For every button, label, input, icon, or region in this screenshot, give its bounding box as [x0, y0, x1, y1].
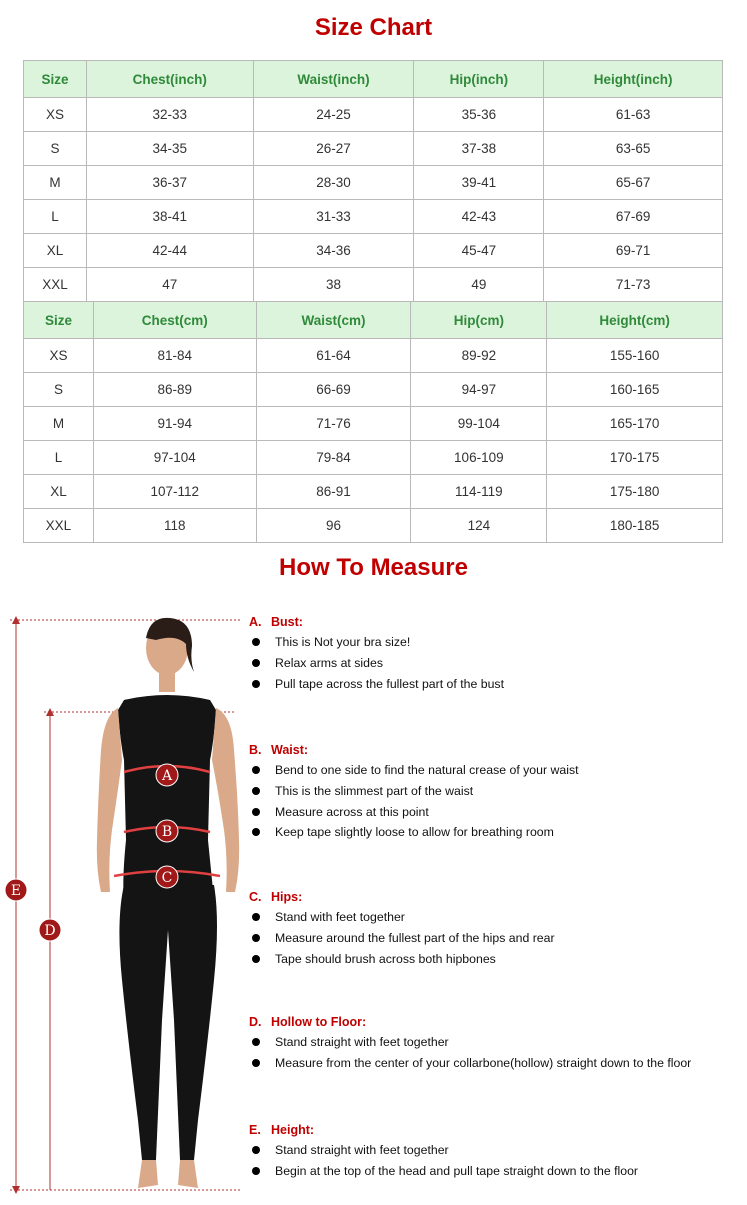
step-title: Hips:: [271, 890, 303, 904]
column-header: Chest(cm): [93, 302, 256, 339]
column-header: Chest(inch): [86, 61, 253, 98]
table-cell: 65-67: [544, 166, 723, 200]
bullet-text: Measure around the fullest part of the hips and rear: [275, 930, 555, 945]
table-row: [24, 373, 723, 407]
bullet-item: [249, 1140, 744, 1161]
table-cell: 36-37: [86, 166, 253, 200]
table-cell: 180-185: [547, 509, 723, 543]
column-header: Hip(cm): [411, 302, 547, 339]
table-cell: 61-64: [256, 339, 411, 373]
bullet-item: [249, 907, 744, 928]
table-cell: 34-35: [86, 132, 253, 166]
size-table-inch: [23, 60, 723, 302]
bullet-text: Measure from the center of your collarbone(hollow) straight down to the floor: [275, 1055, 692, 1070]
step-heading: [249, 1012, 744, 1032]
table-cell: XXL: [24, 268, 87, 302]
table-cell: 66-69: [256, 373, 411, 407]
table-header-row: [24, 61, 723, 98]
step-heading: [249, 740, 744, 760]
table-row: [24, 407, 723, 441]
table-cell: 31-33: [253, 200, 414, 234]
table-cell: M: [24, 166, 87, 200]
measure-step: [249, 612, 744, 694]
table-row: [24, 339, 723, 373]
table-cell: XS: [24, 98, 87, 132]
table-cell: 165-170: [547, 407, 723, 441]
bullet-dot-icon: [252, 659, 260, 667]
table-cell: 47: [86, 268, 253, 302]
bullet-text: This is the slimmest part of the waist: [275, 783, 474, 798]
table-row: [24, 268, 723, 302]
bullet-dot-icon: [252, 934, 260, 942]
table-row: [24, 166, 723, 200]
bullet-text: Pull tape across the fullest part of the bust: [275, 676, 504, 691]
step-letter: B.: [249, 743, 262, 757]
table-cell: 28-30: [253, 166, 414, 200]
bullet-dot-icon: [252, 955, 260, 963]
table-cell: 71-73: [544, 268, 723, 302]
bullet-dot-icon: [252, 638, 260, 646]
table-row: [24, 509, 723, 543]
svg-text:C: C: [161, 870, 173, 886]
bullet-text: Stand with feet together: [275, 910, 405, 924]
bullet-dot-icon: [252, 913, 260, 921]
measure-step: [249, 887, 744, 969]
step-letter: A.: [249, 615, 262, 629]
bullet-item: [249, 1032, 744, 1053]
table-row: [24, 475, 723, 509]
table-cell: XL: [24, 475, 94, 509]
marker-d: [39, 919, 61, 941]
how-to-measure-title: How To Measure: [279, 554, 468, 581]
bullet-dot-icon: [252, 808, 260, 816]
table-cell: 69-71: [544, 234, 723, 268]
bullet-dot-icon: [252, 1038, 260, 1046]
measurement-figure: [0, 600, 245, 1205]
table-cell: 42-43: [414, 200, 544, 234]
marker-e: [5, 879, 27, 901]
table-cell: L: [24, 200, 87, 234]
bullet-text: Bend to one side to find the natural crease of your waist: [275, 763, 579, 777]
bullet-text: Keep tape slightly loose to allow for breathing room: [275, 825, 554, 840]
table-cell: 63-65: [544, 132, 723, 166]
table-cell: 175-180: [547, 475, 723, 509]
table-cell: S: [24, 132, 87, 166]
table-cell: 86-89: [93, 373, 256, 407]
bullet-text: This is Not your bra size!: [275, 635, 411, 649]
table-cell: 26-27: [253, 132, 414, 166]
bullet-item: [249, 653, 744, 674]
step-heading: [249, 887, 744, 907]
svg-text:A: A: [161, 768, 173, 784]
table-cell: 61-63: [544, 98, 723, 132]
bullet-dot-icon: [252, 1167, 260, 1175]
table-cell: XXL: [24, 509, 94, 543]
table-cell: 107-112: [93, 475, 256, 509]
table-cell: 67-69: [544, 200, 723, 234]
table-cell: 49: [414, 268, 544, 302]
bullet-item: [249, 822, 744, 843]
bullet-item: [249, 802, 744, 823]
bullet-dot-icon: [252, 787, 260, 795]
bullet-text: Stand straight with feet together: [275, 1035, 449, 1049]
table-cell: 37-38: [414, 132, 544, 166]
bullet-item: [249, 632, 744, 653]
table-cell: 94-97: [411, 373, 547, 407]
table-cell: 45-47: [414, 234, 544, 268]
table-cell: 160-165: [547, 373, 723, 407]
bullet-dot-icon: [252, 680, 260, 688]
table-cell: 24-25: [253, 98, 414, 132]
table-cell: 89-92: [411, 339, 547, 373]
table-cell: S: [24, 373, 94, 407]
table-cell: 155-160: [547, 339, 723, 373]
bullet-dot-icon: [252, 766, 260, 774]
table-cell: XS: [24, 339, 94, 373]
step-letter: E.: [249, 1123, 261, 1137]
table-cell: 39-41: [414, 166, 544, 200]
size-chart-title: Size Chart: [314, 14, 433, 41]
table-cell: 86-91: [256, 475, 411, 509]
bullet-text: Tape should brush across both hipbones: [275, 951, 496, 966]
column-header: Height(inch): [544, 61, 723, 98]
table-cell: 32-33: [86, 98, 253, 132]
measure-step: [249, 1012, 744, 1074]
marker-a: [156, 764, 178, 786]
model-silhouette: [97, 618, 239, 1188]
table-cell: 91-94: [93, 407, 256, 441]
table-cell: 38: [253, 268, 414, 302]
table-cell: 99-104: [411, 407, 547, 441]
table-cell: 42-44: [86, 234, 253, 268]
column-header: Waist(inch): [253, 61, 414, 98]
column-header: Size: [24, 61, 87, 98]
table-cell: 35-36: [414, 98, 544, 132]
step-heading: [249, 612, 744, 632]
table-cell: L: [24, 441, 94, 475]
table-cell: 114-119: [411, 475, 547, 509]
table-row: [24, 441, 723, 475]
bullet-item: [249, 1053, 744, 1074]
table-cell: 81-84: [93, 339, 256, 373]
table-cell: 38-41: [86, 200, 253, 234]
bullet-text: Relax arms at sides: [275, 655, 383, 670]
table-cell: M: [24, 407, 94, 441]
step-title: Hollow to Floor:: [271, 1015, 367, 1029]
step-letter: C.: [249, 890, 262, 904]
table-cell: 97-104: [93, 441, 256, 475]
table-cell: 124: [411, 509, 547, 543]
svg-text:E: E: [10, 883, 22, 899]
bullet-item: [249, 928, 744, 949]
measure-step: [249, 1120, 744, 1182]
table-cell: 79-84: [256, 441, 411, 475]
svg-text:B: B: [161, 824, 173, 840]
bullet-dot-icon: [252, 1146, 260, 1154]
size-table-cm: [23, 301, 723, 543]
bullet-item: [249, 949, 744, 970]
bullet-item: [249, 1161, 744, 1182]
column-header: Height(cm): [547, 302, 723, 339]
table-cell: 34-36: [253, 234, 414, 268]
table-cell: 106-109: [411, 441, 547, 475]
step-title: Waist:: [271, 743, 309, 757]
marker-b: [156, 820, 178, 842]
bullet-dot-icon: [252, 828, 260, 836]
table-header-row: [24, 302, 723, 339]
table-row: [24, 200, 723, 234]
marker-c: [156, 866, 178, 888]
table-row: [24, 132, 723, 166]
step-letter: D.: [249, 1015, 262, 1029]
bullet-text: Stand straight with feet together: [275, 1143, 449, 1157]
column-header: Waist(cm): [256, 302, 411, 339]
step-title: Height:: [271, 1123, 315, 1137]
table-cell: 118: [93, 509, 256, 543]
bullet-dot-icon: [252, 1059, 260, 1067]
step-title: Bust:: [271, 615, 303, 629]
svg-text:D: D: [44, 923, 56, 939]
table-cell: 71-76: [256, 407, 411, 441]
table-cell: XL: [24, 234, 87, 268]
column-header: Size: [24, 302, 94, 339]
bullet-text: Measure across at this point: [275, 804, 429, 819]
bullet-item: [249, 760, 744, 781]
bullet-item: [249, 674, 744, 695]
table-cell: 96: [256, 509, 411, 543]
bullet-text: Begin at the top of the head and pull tape straight down to the floor: [275, 1163, 639, 1178]
column-header: Hip(inch): [414, 61, 544, 98]
table-row: [24, 234, 723, 268]
bullet-item: [249, 781, 744, 802]
table-cell: 170-175: [547, 441, 723, 475]
table-row: [24, 98, 723, 132]
step-heading: [249, 1120, 744, 1140]
measure-step: [249, 740, 744, 843]
